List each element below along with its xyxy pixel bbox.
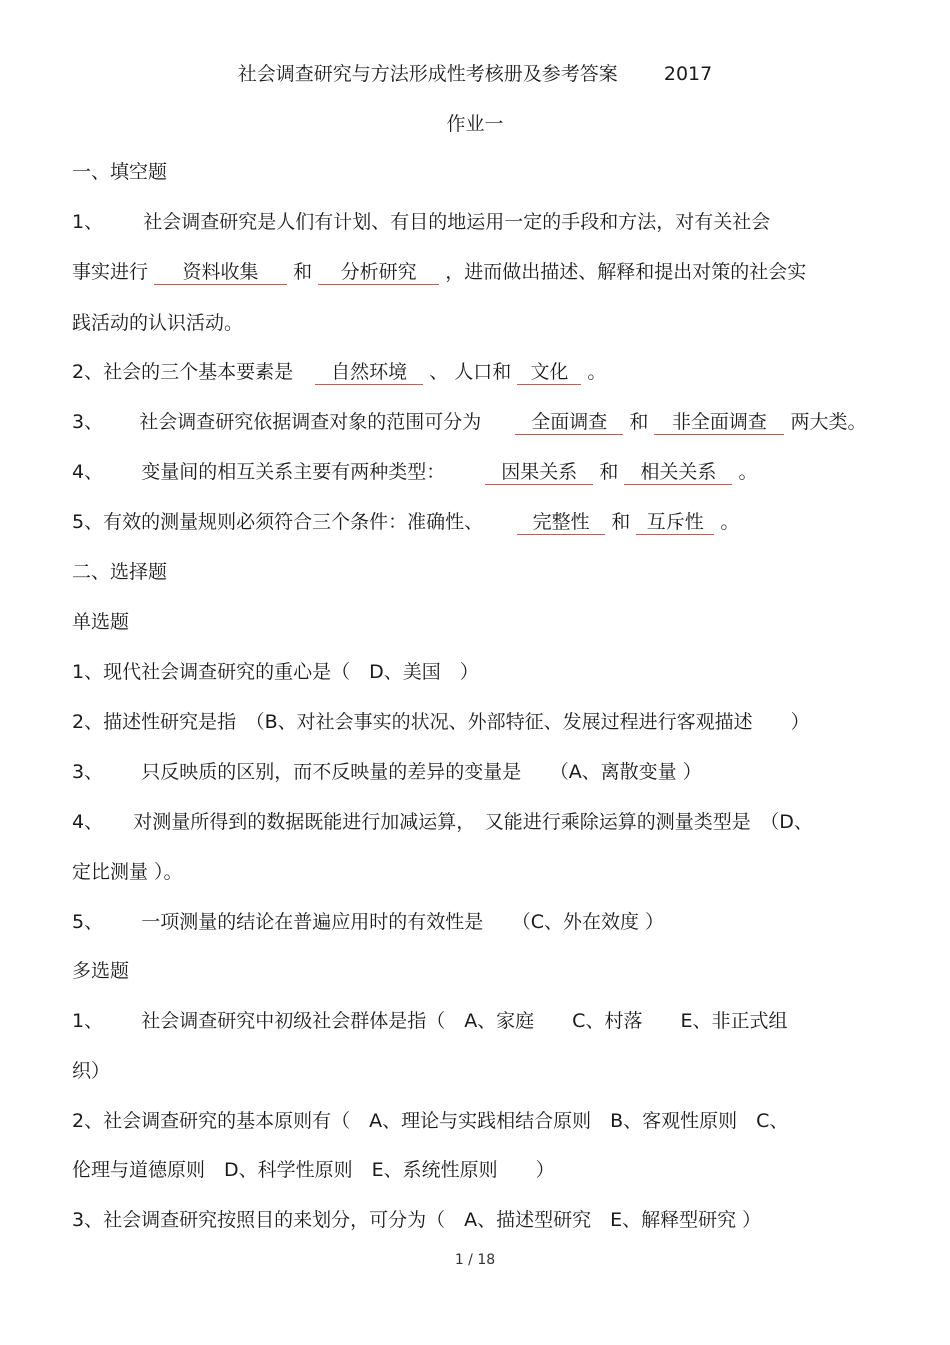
q-text: 社会调查研究中初级社会群体是指（ A、家庭 C、村落 E、非正式组 [141, 1010, 788, 1032]
single-choice-heading: 单选题 [72, 611, 130, 633]
answer-blank: 完整性 [517, 510, 605, 535]
q-text: 一项测量的结论在普遍应用时的有效性是 （C、外在效度 ） [141, 911, 664, 933]
title-text: 社会调查研究与方法形成性考核册及参考答案 [237, 63, 618, 85]
answer-blank: 因果关系 [485, 460, 593, 485]
q-number: 4、 [72, 461, 104, 483]
answer-blank: 资料收集 [154, 260, 287, 285]
q-text: 。 [738, 461, 758, 483]
section-choice-heading: 二、选择题 [72, 561, 168, 583]
fill-q1-line1 [72, 210, 770, 234]
q-text: 社会调查研究依据调查对象的范围可分为 [139, 411, 482, 433]
q-text: 和 [629, 411, 649, 433]
document-title [0, 62, 950, 86]
q-text: 两大类。 [790, 411, 867, 433]
title-year: 2017 [663, 63, 713, 85]
multi-choice-heading: 多选题 [72, 960, 130, 982]
q-number: 5、 [72, 911, 104, 933]
q-text: 、 人口和 [429, 361, 512, 383]
single-q2: 2、描述性研究是指 （B、对社会事实的状况、外部特征、发展过程进行客观描述 ） [72, 711, 810, 733]
answer-blank: 互斥性 [636, 510, 714, 535]
q-text: 。 [720, 511, 740, 533]
assignment-subtitle: 作业一 [446, 113, 504, 135]
answer-blank: 自然环境 [315, 360, 423, 385]
q-number: 1、 [72, 1010, 104, 1032]
multi-q2-line1: 2、社会调查研究的基本原则有（ A、理论与实践相结合原则 B、客观性原则 C、 [72, 1110, 789, 1132]
q-text: 变量间的相互关系主要有两种类型： [141, 461, 446, 483]
q-text: 只反映质的区别，而不反映量的差异的变量是 （A、离散变量 ） [141, 761, 702, 783]
fill-q1-line2 [72, 260, 806, 285]
q-text: 5、有效的测量规则必须符合三个条件：准确性、 [72, 511, 484, 533]
fill-q1-line3: 践活动的认识活动。 [72, 312, 244, 334]
fill-q3 [72, 410, 866, 435]
page-number: 1 / 18 [454, 1252, 496, 1268]
answer-blank: 相关关系 [624, 460, 732, 485]
single-q3 [72, 760, 702, 784]
answer-blank: 非全面调查 [654, 410, 784, 435]
q-number: 4、 [72, 811, 104, 833]
multi-q1-line2: 织） [72, 1060, 111, 1082]
q-text: 。 [587, 361, 607, 383]
answer-blank: 分析研究 [318, 260, 439, 285]
section-fill-blank-heading: 一、填空题 [72, 161, 168, 183]
q-text: 事实进行 [72, 261, 149, 283]
multi-q1-line1 [72, 1009, 787, 1033]
q-text: 社会调查研究是人们有计划、有目的地运用一定的手段和方法，对有关社会 [143, 211, 771, 233]
multi-q2-line2: 伦理与道德原则 D、科学性原则 E、系统性原则 ） [72, 1159, 555, 1181]
q-text: 2、社会的三个基本要素是 [72, 361, 294, 383]
multi-q3: 3、社会调查研究按照目的来划分，可分为（ A、描述型研究 E、解释型研究 ） [72, 1209, 762, 1231]
answer-blank: 文化 [517, 360, 581, 385]
q-number: 3、 [72, 761, 104, 783]
fill-q5 [72, 510, 739, 535]
q-text: 和 [611, 511, 631, 533]
single-q1: 1、现代社会调查研究的重心是（ D、美国 ） [72, 661, 479, 683]
q-text: 和 [599, 461, 619, 483]
q-text: ，进而做出描述、解释和提出对策的社会实 [445, 261, 807, 283]
answer-blank: 全面调查 [515, 410, 623, 435]
single-q4-line1 [72, 810, 813, 834]
q-number: 1、 [72, 211, 104, 233]
fill-q4 [72, 460, 757, 485]
q-text: 和 [293, 261, 313, 283]
fill-q2 [72, 360, 606, 385]
q-number: 3、 [72, 411, 104, 433]
single-q5 [72, 910, 664, 934]
q-text: 对测量所得到的数据既能进行加减运算， 又能进行乘除运算的测量类型是 （D、 [133, 811, 813, 833]
single-q4-line2: 定比测量 ）。 [72, 861, 183, 883]
